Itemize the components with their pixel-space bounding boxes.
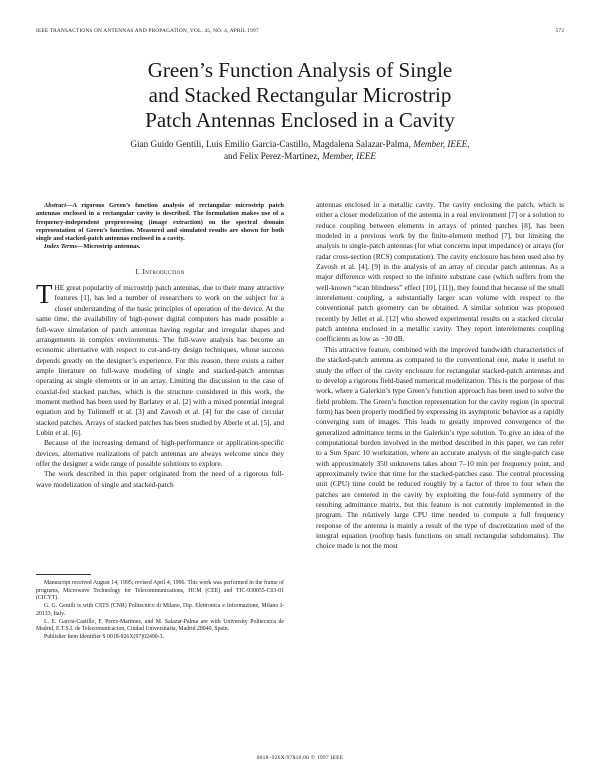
section-title: Introduction	[142, 266, 185, 276]
title-line: Green’s Function Analysis of Single	[147, 58, 453, 82]
right-paragraph-2: This attractive feature, combined with the improved bandwidth characteristics of the stacked-patch antenna as compared to the conventional one, make it useful to study the effect of the cavity enclosure for rectangular stacked-patch antennas and to develop a rigorous field-based numerical modelization. This is the purpose of this work, where a Galerkin’s type Green’s function approach has been used to solve the field problem. The Green’s function representation for the cavity region (in spectral form) has been properly modified by expressing its asymptotic behavior as a rapidly converging sum of images. This leads to greatly improved convergence of the generalized admittance terms in the Galerkin’s type solution. To give an idea of the computational burden involved in the method described in this paper, we can refer to a Sun Sparc 10 workstation, where an accurate analysis of the single-patch case with approximately 350 unknowns takes about 7–10 min per frequency point, and approximately twice that time for the stacked-patches case. The central processing unit (CPU) time could be reduced roughly by a factor of three to four when the patches are centered in the cavity by exploiting the four-fold symmetry of the resulting admittance matrix, but this feature is not currently implemented in the program. The relatively large CPU time needed to compute a full frequency response of the antenna is mainly a result of the type of discretization used of the integral equation (rooftop basis functions on small rectangular subdomains). The choice made is not the most	[316, 344, 564, 551]
author-role: Member, IEEE,	[413, 139, 470, 149]
left-column	[36, 202, 284, 490]
intro-paragraph-1	[36, 279, 284, 438]
footnote-publisher-id: Publisher Item Identifier S 0018-926X(97)02490-3.	[44, 633, 164, 640]
author-list	[40, 138, 560, 162]
intro-paragraph-2: Because of the increasing demand of high-performance or application-specific devices, alternative realizations of patch antennas are always welcome since they offer the designer a wide range of possible solutions to explore.	[36, 438, 284, 468]
page-number: 573	[555, 28, 564, 34]
paper-title	[60, 58, 540, 133]
authors-line-1: Gian Guido Gentili, Luis Emilio Garcia-Castillo, Magdalena Salazar-Palma,	[130, 139, 411, 149]
footnotes	[36, 580, 284, 642]
abstract-text: A rigorous Green’s function analysis of rectangular microstrip patch antennas enclosed in a rectangular cavity is described. The formulation makes use of a frequency-independent preprocessing (image extraction) on the spectral domain representation of Green’s function. Measured and simulated results are shown for both single and stacked-patch antennas enclosed in a cavity.	[36, 202, 284, 243]
section-number: I.	[135, 266, 141, 276]
author-role: Member, IEEE	[321, 151, 377, 161]
intro-first-word: HE	[54, 283, 65, 293]
index-terms	[36, 243, 284, 251]
title-line: and Stacked Rectangular Microstrip	[148, 83, 452, 107]
intro-paragraph-3: The work described in this paper originated from the need of a rigorous full-wave modelization of single and stacked-patch	[36, 469, 284, 489]
authors-line-2: and Felix Perez-Martinez,	[223, 151, 320, 161]
journal-header: IEEE TRANSACTIONS ON ANTENNAS AND PROPAGATION, VOL. 45, NO. 4, APRIL 1997	[36, 28, 259, 34]
drop-cap: T	[36, 279, 53, 310]
footnote-author-2: L. E. Garcia-Castillo, F. Perez-Martinez, and M. Salazar-Palma are with University Politecnica de Madrid, E.T.S.I. de Telecomunicacion, Ciudad Universitaria, Madrid 28040, Spain.	[36, 618, 284, 633]
footnote-manuscript: Manuscript received August 14, 1995; revised April 4, 1996. This work was performed in the frame of programs, Microwave Technology for Telecommunications, HCM (CEE) and TIC-930055-C03-01 (CICYT).	[36, 580, 284, 602]
index-terms-text: Microstrip antennas.	[83, 243, 141, 251]
intro-text-1: great popularity of microstrip patch antennas, due to their many attractive features [1], has led a number of researchers to work on the subject for a closer understanding of the basic principles of operation of the device. At the same time, the availability of high-power digital computers has made possible a full-wave simulation of patch antennas having regular and irregular shapes and arrangements in complex environments. The full-wave analysis has become an economic alternative with respect to cut-and-try design techniques, whose success depends greatly on the designer’s experience. For this reason, there exists a rather ample literature on full-wave modeling of single and stacked-patch antennas operating as single elements or in an array. Limiting the discussion to the case of coaxial-fed stacked patches, which is the structure considered in this work, the moment method has been used by Barlatey et al. [2] with a mixed potential integral equation and by Tulinneff et al. [3] and Zavosh et al. [4] for the case of circular stacked patches. Arrays of stacked patches has been studied by Aberle et al. [5], and Lubin et al. [6].	[36, 283, 284, 437]
index-terms-lead: Index Terms—	[44, 243, 84, 251]
abstract	[36, 202, 284, 243]
right-paragraph-1: antennas enclosed in a metallic cavity. The cavity enclosing the patch, which is either a closer modelization of the antenna in a real environment [7] or a solution to reduce coupling between elements in arrays of printed patches [8], has been modeled in a previous work by the finite-element method [7], but limiting the analysis to single-patch antennas (for what concerns input impedance) or arrays (for radar cross-section (RCS) computation). The cavity enclosure has been used also by Zavosh et al. [4], [9] in the analysis of an array of circular patch antennas. As a major difference with respect to the infinite substrate case (which suffers from the well-known “scan blindness” effect [10], [11]), they found that because of the small interelement coupling, a substantially larger scan volume with respect to the conventional patch geometry can be obtained. A similar solution was proposed recently by Jellet et al. [12] who showed experimental results on a stacked circular patch antenna enclosed in a metallic cavity. They report interelements coupling coefficients as low as −30 dB.	[316, 200, 564, 344]
copyright-line: 0018–926X/97$10.00 © 1997 IEEE	[256, 755, 344, 761]
right-column	[316, 200, 564, 552]
section-heading	[36, 267, 284, 277]
title-line: Patch Antennas Enclosed in a Cavity	[145, 108, 455, 132]
footnote-divider	[36, 574, 91, 575]
abstract-lead: Abstract—	[44, 202, 73, 209]
footnote-author-1: G. G. Gentili is with CSTS (CNR) Politecnico di Milano, Dip. Elettronica e Informazione, Milano I-20133, Italy.	[36, 603, 284, 617]
